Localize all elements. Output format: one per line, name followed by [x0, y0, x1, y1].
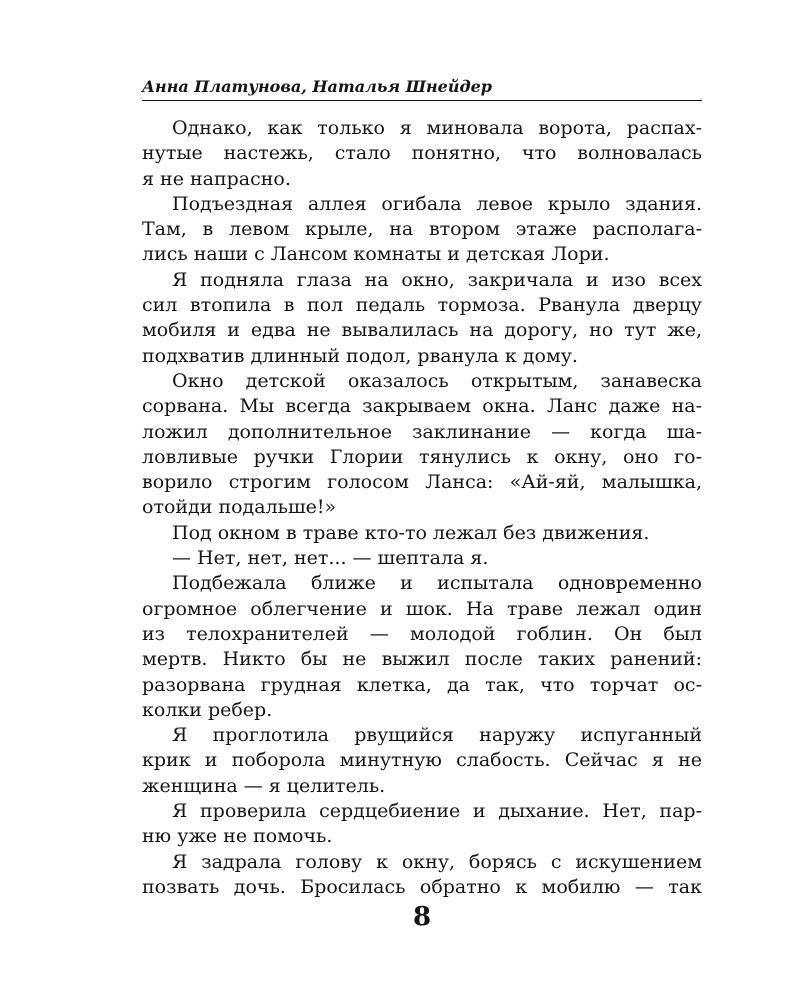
text-line: Окно детской оказалось открытым, занавеска: [172, 369, 702, 392]
text-line: я не напрасно.: [142, 167, 291, 190]
running-head: Анна Платунова, Наталья Шнейдер: [142, 78, 702, 101]
text-line: отойди подальше!»: [142, 496, 337, 519]
text-line: Я проверила сердцебиение и дыхание. Нет, пар-: [172, 800, 702, 823]
text-line: сорвана. Мы всегда закрываем окна. Ланс даже на-: [142, 395, 702, 418]
text-line: мобиля и едва не вывалилась на дорогу, но тут же,: [142, 319, 702, 342]
text-line: ловливые ручки Глории тянулись к окну, оно го-: [142, 445, 702, 468]
text-line: Я подняла глаза на окно, закричала и изо всех: [172, 268, 702, 291]
text-line: Подъездная аллея огибала левое крыло здания.: [172, 192, 702, 215]
text-line: сил втопила в пол педаль тормоза. Рванула дверцу: [142, 294, 702, 317]
text-line: Подбежала ближе и испытала одновременно: [172, 572, 702, 595]
text-line: Однако, как только я миновала ворота, распах-: [172, 117, 702, 139]
text-line: подхватив длинный подол, рванула к дому.: [142, 344, 578, 367]
book-page: [142, 68, 702, 948]
text-line: женщина — я целитель.: [142, 774, 386, 797]
text-line: позвать дочь. Бросилась обратно к мобилю — так: [142, 875, 702, 898]
text-line: мертв. Никто бы не выжил после таких ранений:: [142, 648, 702, 671]
text-line: ню уже не помочь.: [142, 825, 333, 848]
text-line: ложил дополнительное заклинание — когда ша-: [142, 420, 702, 443]
text-line: — Нет, нет, нет... — шептала я.: [172, 547, 489, 570]
text-line: из телохранителей — молодой гоблин. Он был: [142, 622, 702, 645]
text-line: колки ребер.: [142, 698, 273, 721]
text-line: Я задрала голову к окну, борясь с искушением: [172, 850, 702, 873]
text-line: Под окном в траве кто-то лежал без движения.: [172, 521, 650, 544]
text-line: нутые настежь, стало понятно, что волновалась: [142, 142, 702, 165]
text-line: лись наши с Лансом комнаты и детская Лори.: [142, 243, 610, 266]
text-line: разорвана грудная клетка, да так, что торчат ос-: [142, 673, 702, 696]
text-line: огромное облегчение и шок. На траве лежал один: [142, 597, 702, 620]
text-line: Там, в левом крыле, на втором этаже располага-: [142, 218, 702, 241]
text-line: ворило строгим голосом Ланса: «Ай-яй, малышка,: [142, 471, 702, 494]
text-line: Я проглотила рвущийся наружу испуганный: [172, 724, 702, 747]
text-line: крик и поборола минутную слабость. Сейчас я не: [142, 749, 702, 772]
body-text: [142, 116, 702, 900]
page-number: 8: [412, 902, 432, 932]
